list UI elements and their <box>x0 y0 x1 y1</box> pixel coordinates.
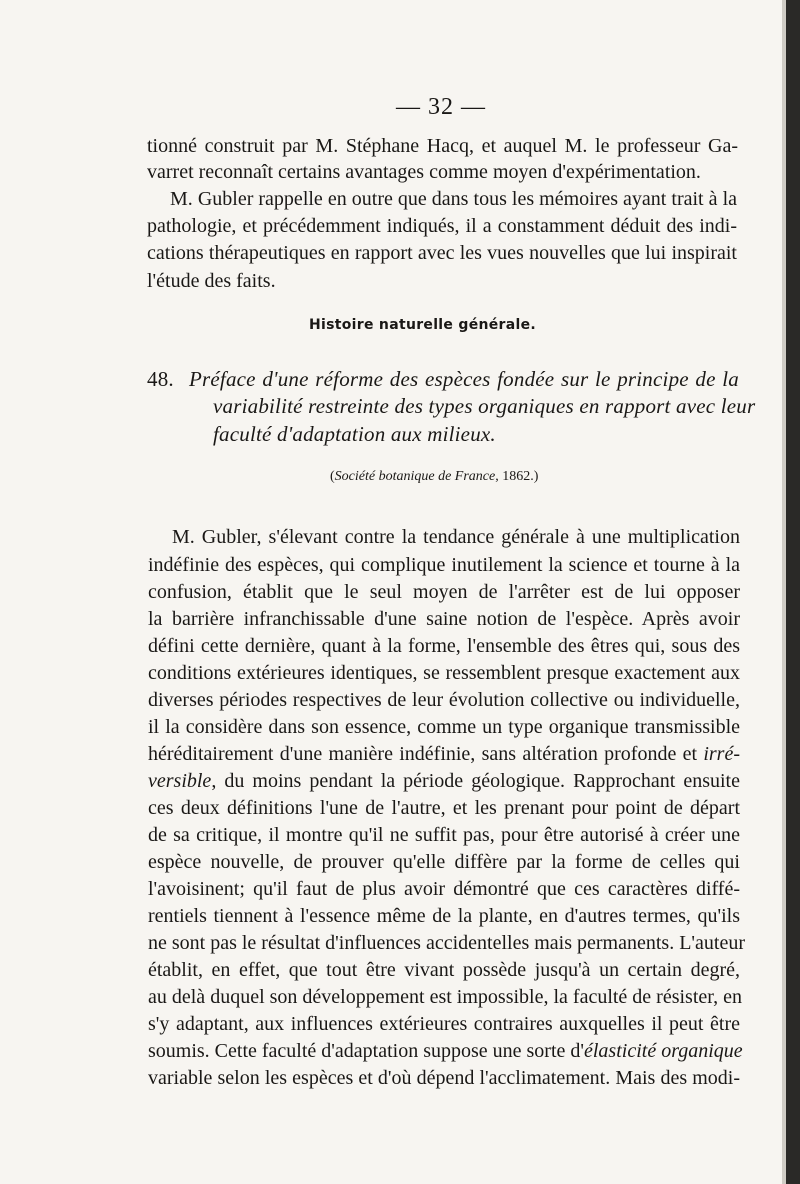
body-line-6: conditions extérieures identiques, se ressemblent presque exactement aux <box>148 662 740 684</box>
body-line-4: la barrière infranchissable d'une saine notion de l'espèce. Après avoir <box>148 608 740 630</box>
para1-line-4: l'étude des faits. <box>147 270 276 292</box>
body-line-9 <box>148 741 740 767</box>
body-line-12: de sa critique, il montre qu'il ne suffit pas, pour être autorisé à créer une <box>148 824 740 846</box>
source-open: ( <box>330 469 335 484</box>
body-line-19: s'y adaptant, aux influences extérieures contraires auxquelles il peut être <box>148 1013 740 1035</box>
body-line-14: l'avoisinent; qu'il faut de plus avoir démontré que ces caractères diffé- <box>148 878 740 900</box>
page-number: — 32 — <box>396 94 486 120</box>
carryover-line-1: tionné construit par M. Stéphane Hacq, et auquel M. le professeur Ga- <box>147 135 738 157</box>
body-line-8: il la considère dans son essence, comme un type organique transmissible <box>148 716 740 738</box>
entry-title-line-1: Préface d'une réforme des espèces fondée sur le principe de la <box>189 367 739 391</box>
body-line-20-italic: élasticité organique <box>584 1040 743 1062</box>
body-line-9-italic: irré- <box>703 743 740 765</box>
body-line-2: indéfinie des espèces, qui complique inutilement la science et tourne à la <box>148 554 740 576</box>
body-line-10-italic: versible <box>148 770 212 792</box>
body-line-17: établit, en effet, que tout être vivant possède jusqu'à un certain degré, <box>148 959 740 981</box>
body-line-20-text: soumis. Cette faculté d'adaptation suppose une sorte d' <box>148 1040 584 1062</box>
para1-line-3: cations thérapeutiques en rapport avec les vues nouvelles que lui inspirait <box>147 242 737 264</box>
body-line-16: ne sont pas le résultat d'influences accidentelles mais permanents. L'auteur <box>148 932 745 954</box>
source-society: Société botanique de France <box>334 469 496 484</box>
body-line-20 <box>148 1038 743 1064</box>
body-line-9-text: héréditairement d'une manière indéfinie, sans altération profonde et <box>148 743 704 765</box>
body-line-3: confusion, établit que le seul moyen de l'arrêter est de lui opposer <box>148 581 740 603</box>
source-year: , 1862.) <box>495 469 539 484</box>
body-line-18: au delà duquel son développement est impossible, la faculté de résister, en <box>148 986 743 1008</box>
para1-line-1: M. Gubler rappelle en outre que dans tous les mémoires ayant trait à la <box>170 188 737 210</box>
section-heading: Histoire naturelle générale. <box>309 317 537 333</box>
body-line-13: espèce nouvelle, de prouver qu'elle diffère par la forme de celles qui <box>148 851 740 873</box>
body-line-1: M. Gubler, s'élevant contre la tendance générale à une multiplication <box>172 526 740 548</box>
scan-edge <box>786 0 800 1184</box>
body-line-10-text: , du moins pendant la période géologique. Rapprochant ensuite <box>211 770 740 792</box>
entry-number: 48. <box>147 367 174 391</box>
carryover-line-2: varret reconnaît certains avantages comme moyen d'expérimentation. <box>147 161 701 183</box>
entry-title-line-3: faculté d'adaptation aux milieux. <box>213 422 496 446</box>
body-line-5: défini cette dernière, quant à la forme, l'ensemble des êtres qui, sous des <box>148 635 740 657</box>
entry-title-line-2: variabilité restreinte des types organiques en rapport avec leur <box>213 394 756 418</box>
entry-source <box>330 464 538 490</box>
body-line-21: variable selon les espèces et d'où dépend l'acclimatement. Mais des modi- <box>148 1067 740 1089</box>
body-line-15: rentiels tiennent à l'essence même de la plante, en d'autres termes, qu'ils <box>148 905 740 927</box>
body-line-11: ces deux définitions l'une de l'autre, et les prenant pour point de départ <box>148 797 740 819</box>
body-line-7: diverses périodes respectives de leur évolution collective ou individuelle, <box>148 689 740 711</box>
body-line-10 <box>148 768 740 794</box>
para1-line-2: pathologie, et précédemment indiqués, il a constamment déduit des indi- <box>147 215 737 237</box>
